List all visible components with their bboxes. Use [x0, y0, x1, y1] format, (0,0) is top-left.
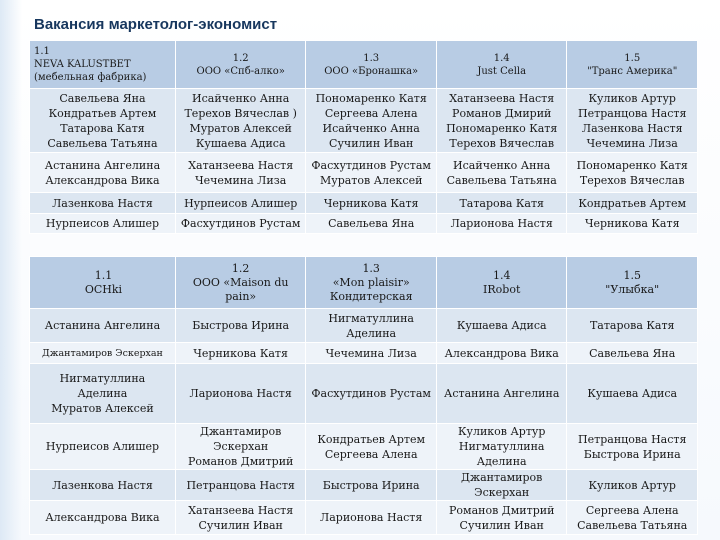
company-header-line: 1.2 [232, 52, 249, 64]
name-cell [567, 364, 698, 424]
table-row [30, 470, 698, 501]
person-name: Сергеева Алена [585, 503, 679, 517]
company-header-cell [306, 41, 437, 89]
person-name: Чечемина Лиза [195, 173, 287, 187]
name-cell [30, 89, 176, 153]
name-cell [436, 153, 567, 193]
name-cell [306, 343, 437, 364]
person-name: Астанина Ангелина [44, 158, 161, 172]
company-header-line: ООО «Спб-алко» [196, 65, 285, 77]
person-name: Куликов Артур [588, 478, 676, 492]
name-cell [567, 153, 698, 193]
name-cell [306, 470, 437, 501]
table-row [30, 364, 698, 424]
person-name: Романов Дмитрий [449, 503, 555, 517]
person-name: Ларионова Настя [320, 511, 423, 524]
company-header-cell [567, 257, 698, 309]
name-cell [436, 501, 567, 535]
person-name: Кондратьев Артем [317, 432, 426, 446]
person-name: Пономаренко Катя [576, 158, 688, 172]
person-name: Чечемина Лиза [586, 136, 678, 150]
name-cell [30, 501, 176, 535]
company-header-cell [30, 257, 176, 309]
name-cell [306, 501, 437, 535]
name-cell [175, 343, 306, 364]
company-header-line: "Улыбка" [605, 282, 660, 296]
company-header-line: (мебельная фабрика) [34, 72, 147, 83]
person-name: Быстрова Ирина [322, 478, 420, 492]
name-cell [175, 89, 306, 153]
person-name: Терехов Вячеслав [449, 136, 555, 150]
table-row [30, 424, 698, 470]
name-cell [30, 424, 176, 470]
name-cell [436, 309, 567, 343]
name-cell [567, 89, 698, 153]
person-name: Савельева Татьяна [446, 173, 557, 187]
name-cell [306, 214, 437, 234]
person-name: Сучилин Иван [329, 136, 414, 150]
header-row [30, 257, 698, 309]
name-cell [436, 193, 567, 214]
person-name: Куликов Артур [457, 425, 546, 438]
person-name: Терехов Вячеслав [579, 173, 685, 187]
name-cell [30, 364, 176, 424]
person-name: Татарова Катя [589, 319, 675, 332]
name-cell [30, 153, 176, 193]
company-header-cell [175, 257, 306, 309]
person-name: Савельева Татьяна [577, 518, 688, 532]
person-name: Савельева Яна [59, 91, 146, 105]
person-name: Савельева Яна [589, 346, 676, 360]
company-header-line: 1.4 [492, 268, 511, 282]
name-cell [567, 343, 698, 364]
name-cell [436, 364, 567, 424]
name-cell [175, 309, 306, 343]
person-name: Александрова Вика [45, 173, 160, 187]
name-cell [175, 214, 306, 234]
person-name: Сучилин Иван [459, 518, 544, 532]
name-cell [30, 214, 176, 234]
person-name: Исайченко Анна [322, 121, 420, 135]
name-cell [306, 153, 437, 193]
person-name: Кондратьев Артем [48, 106, 157, 120]
company-header-cell [567, 41, 698, 89]
company-header-line: Just Cella [477, 65, 527, 77]
company-header-cell [436, 257, 567, 309]
person-name: Александрова Вика [45, 511, 160, 524]
person-name: Чечемина Лиза [325, 346, 417, 360]
person-name: Кушаева Адиса [456, 319, 547, 332]
person-name: Пономаренко Катя [315, 91, 427, 105]
company-header-cell [30, 41, 176, 89]
company-header-line: ООО «Бронашка» [324, 65, 419, 77]
person-name: Хатанзеева Настя [188, 503, 294, 517]
company-header-cell [306, 257, 437, 309]
header-row [30, 41, 698, 89]
person-name: Аделина [346, 326, 397, 340]
vacancy-table-1 [29, 40, 698, 234]
person-name: Хатанзеева Настя [449, 91, 555, 105]
person-name: Кондратьев Артем [578, 196, 687, 210]
company-header-line: 1.3 [362, 261, 380, 275]
person-name: Татарова Катя [459, 196, 544, 210]
company-header-line: 1.2 [231, 261, 250, 275]
person-name: Савельева Татьяна [47, 136, 158, 150]
person-name: Петранцова Настя [186, 478, 295, 492]
name-cell [30, 309, 176, 343]
decorative-side-bar [0, 0, 22, 540]
name-cell [567, 309, 698, 343]
person-name: Александрова Вика [444, 346, 559, 360]
person-name: Сергеева Алена [324, 447, 418, 461]
person-name: Хатанзеева Настя [188, 158, 294, 172]
person-name: Сергеева Алена [324, 106, 418, 120]
table-row [30, 153, 698, 193]
table-row [30, 501, 698, 535]
name-cell [175, 424, 306, 470]
person-name: Исайченко Анна [453, 158, 551, 172]
name-cell [175, 364, 306, 424]
name-cell [306, 424, 437, 470]
table-row [30, 89, 698, 153]
person-name: Джантамиров Эскерхан [461, 471, 543, 499]
name-cell [436, 89, 567, 153]
company-header-line: 1.5 [623, 268, 641, 282]
person-name: Астанина Ангелина [44, 319, 161, 332]
name-cell [567, 214, 698, 234]
person-name: Романов Дмирий [452, 106, 552, 120]
company-header-line: 1.4 [493, 52, 510, 64]
person-name: Аделина [77, 387, 128, 400]
person-name: Фасхутдинов Рустам [311, 387, 431, 400]
company-header-cell [436, 41, 567, 89]
name-cell [567, 193, 698, 214]
table-row [30, 343, 698, 364]
name-cell [175, 193, 306, 214]
company-header-line: «Mon plaisir» [332, 275, 410, 289]
company-header-line: IRobot [483, 282, 521, 296]
person-name: Фасхутдинов Рустам [180, 217, 301, 230]
person-name: Кушаева Адиса [195, 136, 286, 150]
name-cell [306, 364, 437, 424]
name-cell [175, 501, 306, 535]
person-name: Сучилин Иван [198, 518, 283, 532]
company-header-line: pain» [225, 289, 257, 303]
name-cell [567, 424, 698, 470]
name-cell [30, 343, 176, 364]
table-row [30, 193, 698, 214]
person-name: Быстрова Ирина [192, 319, 290, 332]
company-header-line: 1.5 [624, 52, 641, 64]
person-name: Петранцова Настя [578, 432, 687, 446]
name-cell [436, 470, 567, 501]
person-name: Джантамиров [200, 425, 282, 438]
person-name: Аделина [476, 455, 527, 468]
person-name: Нурпеисов Алишер [184, 196, 298, 210]
person-name: Куликов Артур [588, 91, 676, 105]
company-header-line: "Транс Америка" [587, 65, 678, 77]
vacancy-table-2 [29, 256, 698, 535]
name-cell [567, 470, 698, 501]
person-name: Муратов Алексей [319, 173, 423, 187]
person-name: Ларионова Настя [450, 217, 553, 230]
page-title: Вакансия маркетолог-экономист [34, 16, 278, 33]
person-name: Лазенкова Настя [581, 121, 683, 135]
person-name: Ларионова Настя [189, 387, 292, 400]
name-cell [306, 193, 437, 214]
person-name: Черникова Катя [193, 346, 288, 360]
name-cell [175, 153, 306, 193]
person-name: Терехов Вячеслав ) [184, 106, 297, 120]
person-name: Нурпеисов Алишер [45, 440, 160, 453]
company-header-line: 1.3 [363, 52, 380, 64]
name-cell [436, 343, 567, 364]
person-name: Нигматуллина [328, 311, 414, 325]
person-name: Кушаева Адиса [587, 387, 678, 400]
table-row [30, 309, 698, 343]
person-name: Астанина Ангелина [444, 387, 560, 400]
person-name: Нурпеисов Алишер [45, 217, 160, 230]
company-header-cell [175, 41, 306, 89]
person-name: Черникова Катя [584, 217, 680, 230]
name-cell [567, 501, 698, 535]
name-cell [30, 470, 176, 501]
company-header-line: 1.1 [94, 268, 113, 282]
person-name: Лазенкова Настя [52, 478, 153, 492]
name-cell [175, 470, 306, 501]
person-name: Черникова Катя [323, 196, 419, 210]
person-name: Татарова Катя [60, 121, 145, 135]
person-name: Муратов Алексей [51, 402, 154, 415]
person-name: Нигматуллина [59, 372, 146, 385]
person-name: Муратов Алексей [189, 121, 292, 135]
company-header-line: Кондитерская [329, 289, 413, 303]
person-name: Эскерхан [213, 440, 269, 453]
name-cell [306, 89, 437, 153]
person-name: Нигматуллина [458, 440, 545, 453]
person-name: Петранцова Настя [578, 106, 687, 120]
company-header-line: ООО «Maison du [192, 275, 289, 289]
person-name: Фасхутдинов Рустам [311, 158, 431, 172]
person-name: Быстрова Ирина [583, 447, 681, 461]
name-cell [306, 309, 437, 343]
person-name: Савельева Яна [328, 217, 415, 230]
person-name: Исайченко Анна [192, 91, 290, 105]
name-cell [30, 193, 176, 214]
company-header-line: 1.1 [34, 46, 50, 57]
name-cell [436, 214, 567, 234]
name-cell [436, 424, 567, 470]
person-name: Лазенкова Настя [52, 196, 153, 210]
person-name: Романов Дмитрий [187, 455, 294, 468]
company-header-line: OCHki [84, 282, 123, 296]
person-name: Пономаренко Катя [446, 121, 558, 135]
company-header-line: NEVA KALUSTBET [34, 59, 131, 70]
person-name: Джантамиров Эскерхан [42, 347, 163, 359]
table-row [30, 214, 698, 234]
